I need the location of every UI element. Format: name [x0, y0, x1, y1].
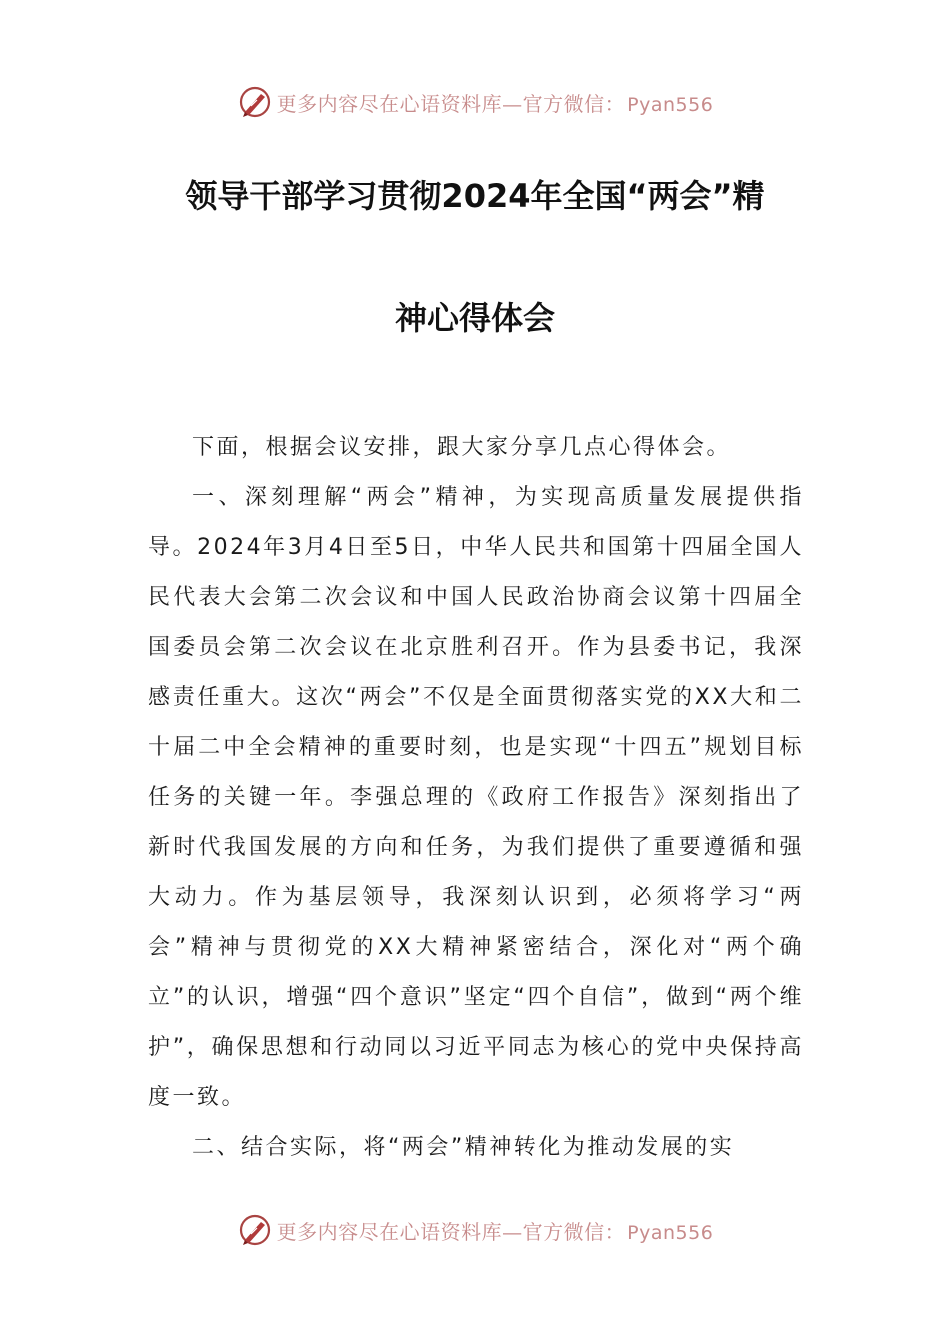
paragraph-section-2: 二、结合实际，将“两会”精神转化为推动发展的实	[192, 1135, 735, 1160]
watermark-text	[277, 1216, 714, 1245]
watermark-text	[277, 88, 714, 117]
watermark-prefix: 更多内容尽在心语资料库—官方微信：	[276, 1219, 626, 1244]
document-title-line-2: 神心得体会	[394, 299, 555, 337]
footer-watermark	[0, 1208, 950, 1252]
header-watermark	[0, 80, 950, 124]
document-title-line-1: 领导干部学习贯彻2024年全国“两会”精	[185, 177, 765, 215]
watermark-wechat-id: Pyan556	[627, 93, 714, 116]
document-body	[148, 423, 804, 1173]
pen-logo-icon	[237, 84, 273, 120]
watermark-prefix: 更多内容尽在心语资料库—官方微信：	[276, 91, 626, 116]
paragraph-section-1: 一、深刻理解“两会”精神，为实现高质量发展提供指导。2024年3月4日至5日，中华人民共和国第十四届全国人民代表大会第二次会议和中国人民政治协商会议第十四届全国委员会第二次会议在北京胜利召开。作为县委书记，我深感责任重大。这次“两会”不仅是全面贯彻落实党的XX大和二十届二中全会精神的重要时刻，也是实现“十四五”规划目标任务的关键一年。李强总理的《政府工作报告》深刻指出了新时代我国发展的方向和任务，为我们提供了重要遵循和强大动力。作为基层领导，我深刻认识到，必须将学习“两会”精神与贯彻党的XX大精神紧密结合，深化对“两个确立”的认识，增强“四个意识”坚定“四个自信”，做到“两个维护”，确保思想和行动同以习近平同志为核心的党中央保持高度一致。	[148, 485, 804, 1110]
watermark-wechat-id: Pyan556	[627, 1221, 714, 1244]
paragraph-intro: 下面，根据会议安排，跟大家分享几点心得体会。	[192, 435, 732, 460]
pen-logo-icon	[237, 1212, 273, 1248]
